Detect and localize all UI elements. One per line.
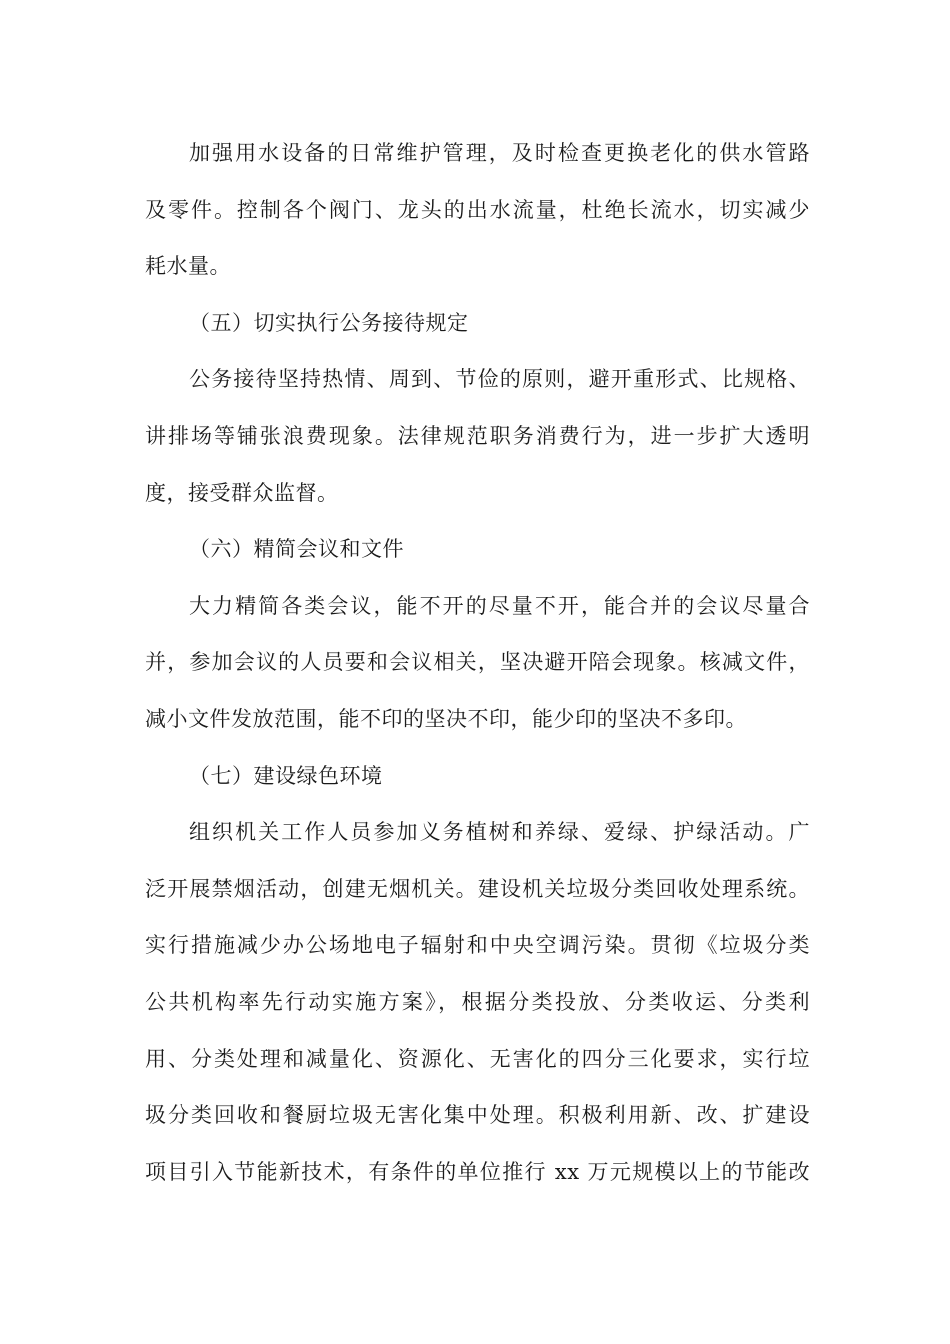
paragraph-line: 公共机构率先行动实施方案》，根据分类投放、分类收运、分类利 [145,989,810,1014]
paragraph-line: 项目引入节能新技术，有条件的单位推行 xx 万元规模以上的节能改 [145,1159,810,1184]
paragraph-line: 耗水量。 [145,254,231,279]
section-heading-5: （五）切实执行公务接待规定 [189,310,469,335]
paragraph-line: 公务接待坚持热情、周到、节俭的原则，避开重形式、比规格、 [189,367,810,392]
paragraph-line: 实行措施减少办公场地电子辐射和中央空调污染。贯彻《垃圾分类 [145,933,810,958]
paragraph-line: 减小文件发放范围，能不印的坚决不印，能少印的坚决不多印。 [145,706,747,731]
paragraph-line: 泛开展禁烟活动，创建无烟机关。建设机关垃圾分类回收处理系统。 [145,876,810,901]
paragraph-line: 讲排场等铺张浪费现象。法律规范职务消费行为，进一步扩大透明 [145,423,810,448]
document-body [145,125,810,1200]
section-heading-7: （七）建设绿色环境 [189,763,383,788]
paragraph-line: 圾分类回收和餐厨垃圾无害化集中处理。积极利用新、改、扩建设 [145,1103,810,1128]
paragraph-line: 大力精简各类会议，能不开的尽量不开，能合并的会议尽量合 [189,593,810,618]
section-heading-6: （六）精简会议和文件 [189,537,404,562]
paragraph-line: 用、分类处理和减量化、资源化、无害化的四分三化要求，实行垃 [145,1046,810,1071]
paragraph-line: 及零件。控制各个阀门、龙头的出水流量，杜绝长流水，切实减少 [145,197,810,222]
paragraph-line: 组织机关工作人员参加义务植树和养绿、爱绿、护绿活动。广 [189,820,810,845]
paragraph-line: 度，接受群众监督。 [145,480,339,505]
paragraph-line: 加强用水设备的日常维护管理，及时检查更换老化的供水管路 [189,141,810,165]
paragraph-line: 并，参加会议的人员要和会议相关，坚决避开陪会现象。核减文件， [145,650,810,675]
